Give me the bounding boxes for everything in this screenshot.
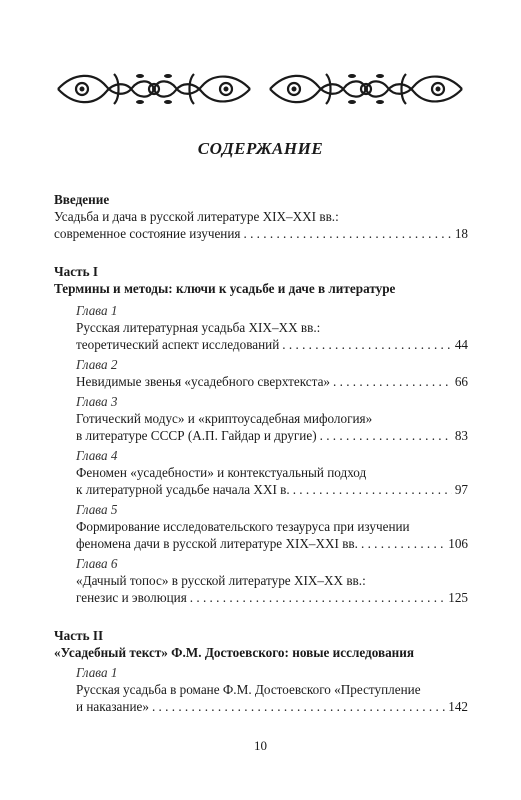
- chapter-label: Глава 6: [76, 556, 118, 571]
- part1-label: Часть I: [54, 264, 99, 279]
- toc-entry-part1-ch6[interactable]: [76, 589, 468, 606]
- chapter-line2: теоретический аспект исследований: [76, 337, 280, 352]
- page-ref: 142: [448, 699, 468, 714]
- chapter-line1: Русская усадьба в романе Ф.М. Достоевского «Преступление: [76, 682, 421, 697]
- page-ref: 83: [454, 428, 468, 443]
- dot-leader: [320, 427, 452, 444]
- toc-part-1: [54, 263, 468, 297]
- chapter-label: Глава 3: [76, 394, 118, 409]
- page-title: СОДЕРЖАНИЕ: [197, 139, 324, 158]
- toc-entry-part1-ch4[interactable]: [76, 481, 468, 498]
- part2-label: Часть II: [54, 628, 104, 643]
- dot-leader: [361, 535, 445, 552]
- dot-leader: [333, 373, 452, 390]
- toc-entry-part2-ch1[interactable]: [76, 698, 468, 715]
- chapter-line1: «Дачный топос» в русской литературе XIX–XX вв.:: [76, 573, 366, 588]
- part1-title: Термины и методы: ключи к усадьбе и даче в литературе: [54, 281, 396, 296]
- toc-introduction: [54, 191, 468, 242]
- chapter-line2: в литературе СССР (А.П. Гайдар и другие): [76, 428, 317, 443]
- chapter-label: Глава 2: [76, 357, 118, 372]
- toc-part-2: [54, 627, 468, 661]
- chapter-label: Глава 1: [76, 665, 118, 680]
- intro-line2: современное состояние изучения: [54, 226, 241, 241]
- chapter-line1: Русская литературная усадьба XIX–XX вв.:: [76, 320, 321, 335]
- chapter-line2: Невидимые звенья «усадебного сверхтекста»: [76, 374, 331, 389]
- toc-entry-intro[interactable]: [54, 225, 468, 242]
- part2-title: «Усадебный текст» Ф.М. Достоевского: новые исследования: [54, 645, 415, 660]
- floral-ornament-left: [54, 68, 254, 110]
- part2-chapters: [54, 664, 468, 715]
- intro-line1: Усадьба и дача в русской литературе XIX–XXI вв.:: [54, 209, 339, 224]
- chapter-line1: Формирование исследовательского тезауруса при изучении: [76, 519, 410, 534]
- toc-entry-part1-ch3[interactable]: [76, 427, 468, 444]
- floral-ornament-right: [266, 68, 466, 110]
- dot-leader: [190, 589, 445, 606]
- chapter-line1: Готический модус» и «криптоусадебная мифология»: [76, 411, 373, 426]
- chapter-line1: Феномен «усадебности» и контекстуальный подход: [76, 465, 367, 480]
- dot-leader: [243, 225, 451, 242]
- chapter-label: Глава 4: [76, 448, 118, 463]
- dot-leader: [293, 481, 452, 498]
- chapter-line2: и наказание»: [76, 699, 149, 714]
- page-ref: 44: [454, 337, 468, 352]
- page-ref: 66: [454, 374, 468, 389]
- chapter-label: Глава 5: [76, 502, 118, 517]
- page-number: 10: [254, 738, 267, 753]
- chapter-line2: генезис и эволюция: [76, 590, 187, 605]
- page-ref: 125: [448, 590, 468, 605]
- intro-heading: Введение: [54, 192, 110, 207]
- dot-leader: [282, 336, 452, 353]
- dot-leader: [152, 698, 445, 715]
- page-ref: 106: [448, 536, 468, 551]
- page-ref: 18: [454, 226, 468, 241]
- toc-entry-part1-ch5[interactable]: [76, 535, 468, 552]
- toc-entry-part1-ch1[interactable]: [76, 336, 468, 353]
- chapter-line2: феномена дачи в русской литературе XIX–XXI вв.: [76, 536, 358, 551]
- chapter-line2: к литературной усадьбе начала XXI в.: [76, 482, 290, 497]
- chapter-label: Глава 1: [76, 303, 118, 318]
- part1-chapters: [54, 302, 468, 606]
- page-ref: 97: [454, 482, 468, 497]
- toc-entry-part1-ch2[interactable]: [76, 373, 468, 390]
